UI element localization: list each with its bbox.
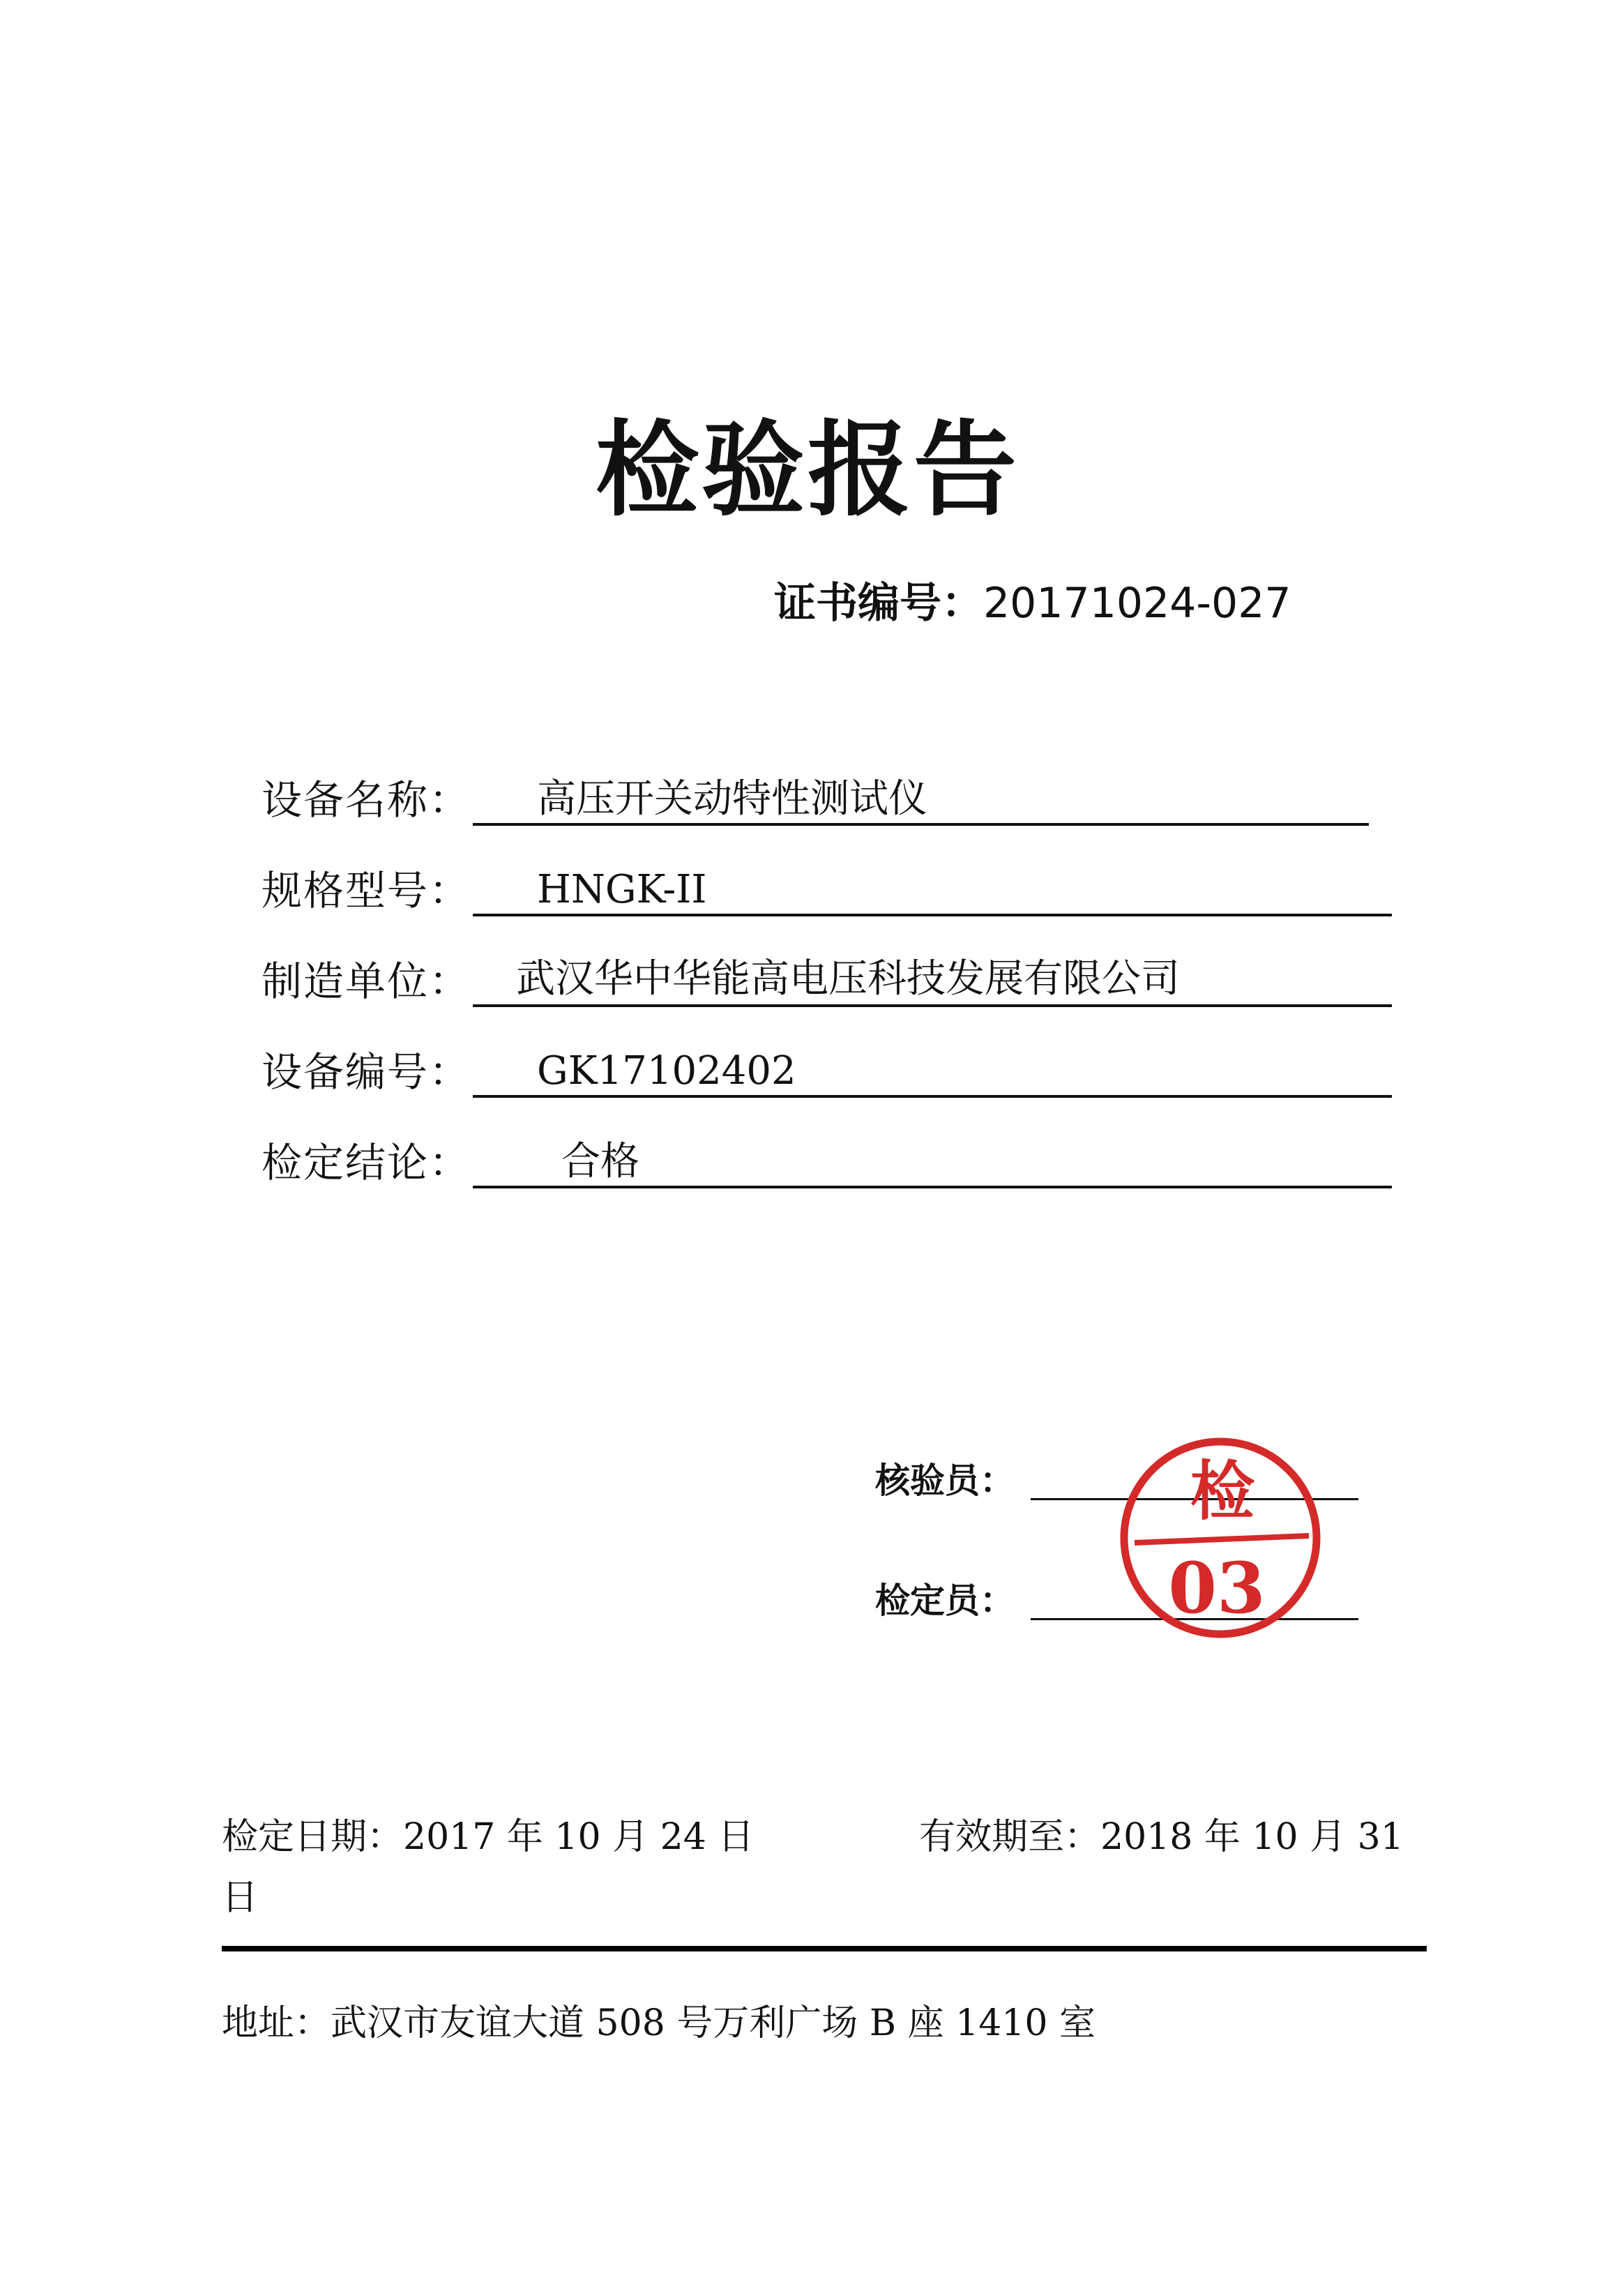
stamp-number: 03 [1168, 1547, 1266, 1629]
certificate-label: 证书编号： [774, 579, 983, 628]
equipment-name-label: 设备名称： [261, 776, 471, 824]
certificate-value: 20171024-027 [983, 579, 1291, 628]
equipment-name-underline [473, 823, 1369, 826]
serial-number-value: GK17102402 [537, 1048, 796, 1094]
conclusion-label: 检定结论： [261, 1139, 471, 1186]
model-underline [473, 914, 1392, 916]
manufacturer-label: 制造单位： [261, 958, 471, 1005]
valid-until-date: 有效期至：2018 年 10 月 31 [919, 1816, 1404, 1858]
report-title: 检验报告 [596, 410, 1019, 530]
inspector-label: 检定员： [875, 1580, 1015, 1621]
footer-divider [222, 1946, 1427, 1951]
certificate-number [774, 579, 1291, 628]
manufacturer-underline [473, 1004, 1392, 1007]
equipment-name-value: 高压开关动特性测试仪 [537, 776, 927, 822]
serial-number-label: 设备编号： [261, 1048, 471, 1096]
inspection-stamp [1112, 1430, 1328, 1646]
stamp-divider [1135, 1536, 1309, 1543]
address: 地址：武汉市友谊大道 508 号万利广场 B 座 1410 室 [222, 2002, 1095, 2044]
inspection-date: 检定日期：2017 年 10 月 24 日 [222, 1816, 755, 1858]
model-label: 规格型号： [261, 867, 471, 914]
conclusion-value: 合格 [561, 1139, 639, 1184]
manufacturer-value: 武汉华中华能高电压科技发展有限公司 [516, 956, 1180, 1002]
conclusion-underline [473, 1186, 1392, 1188]
reviewer-label: 核验员： [875, 1460, 1015, 1501]
model-value: HNGK-II [537, 867, 707, 912]
stamp-top-char: 检 [1190, 1453, 1255, 1529]
serial-number-underline [473, 1095, 1392, 1098]
valid-until-date-wrap: 日 [222, 1877, 259, 1919]
